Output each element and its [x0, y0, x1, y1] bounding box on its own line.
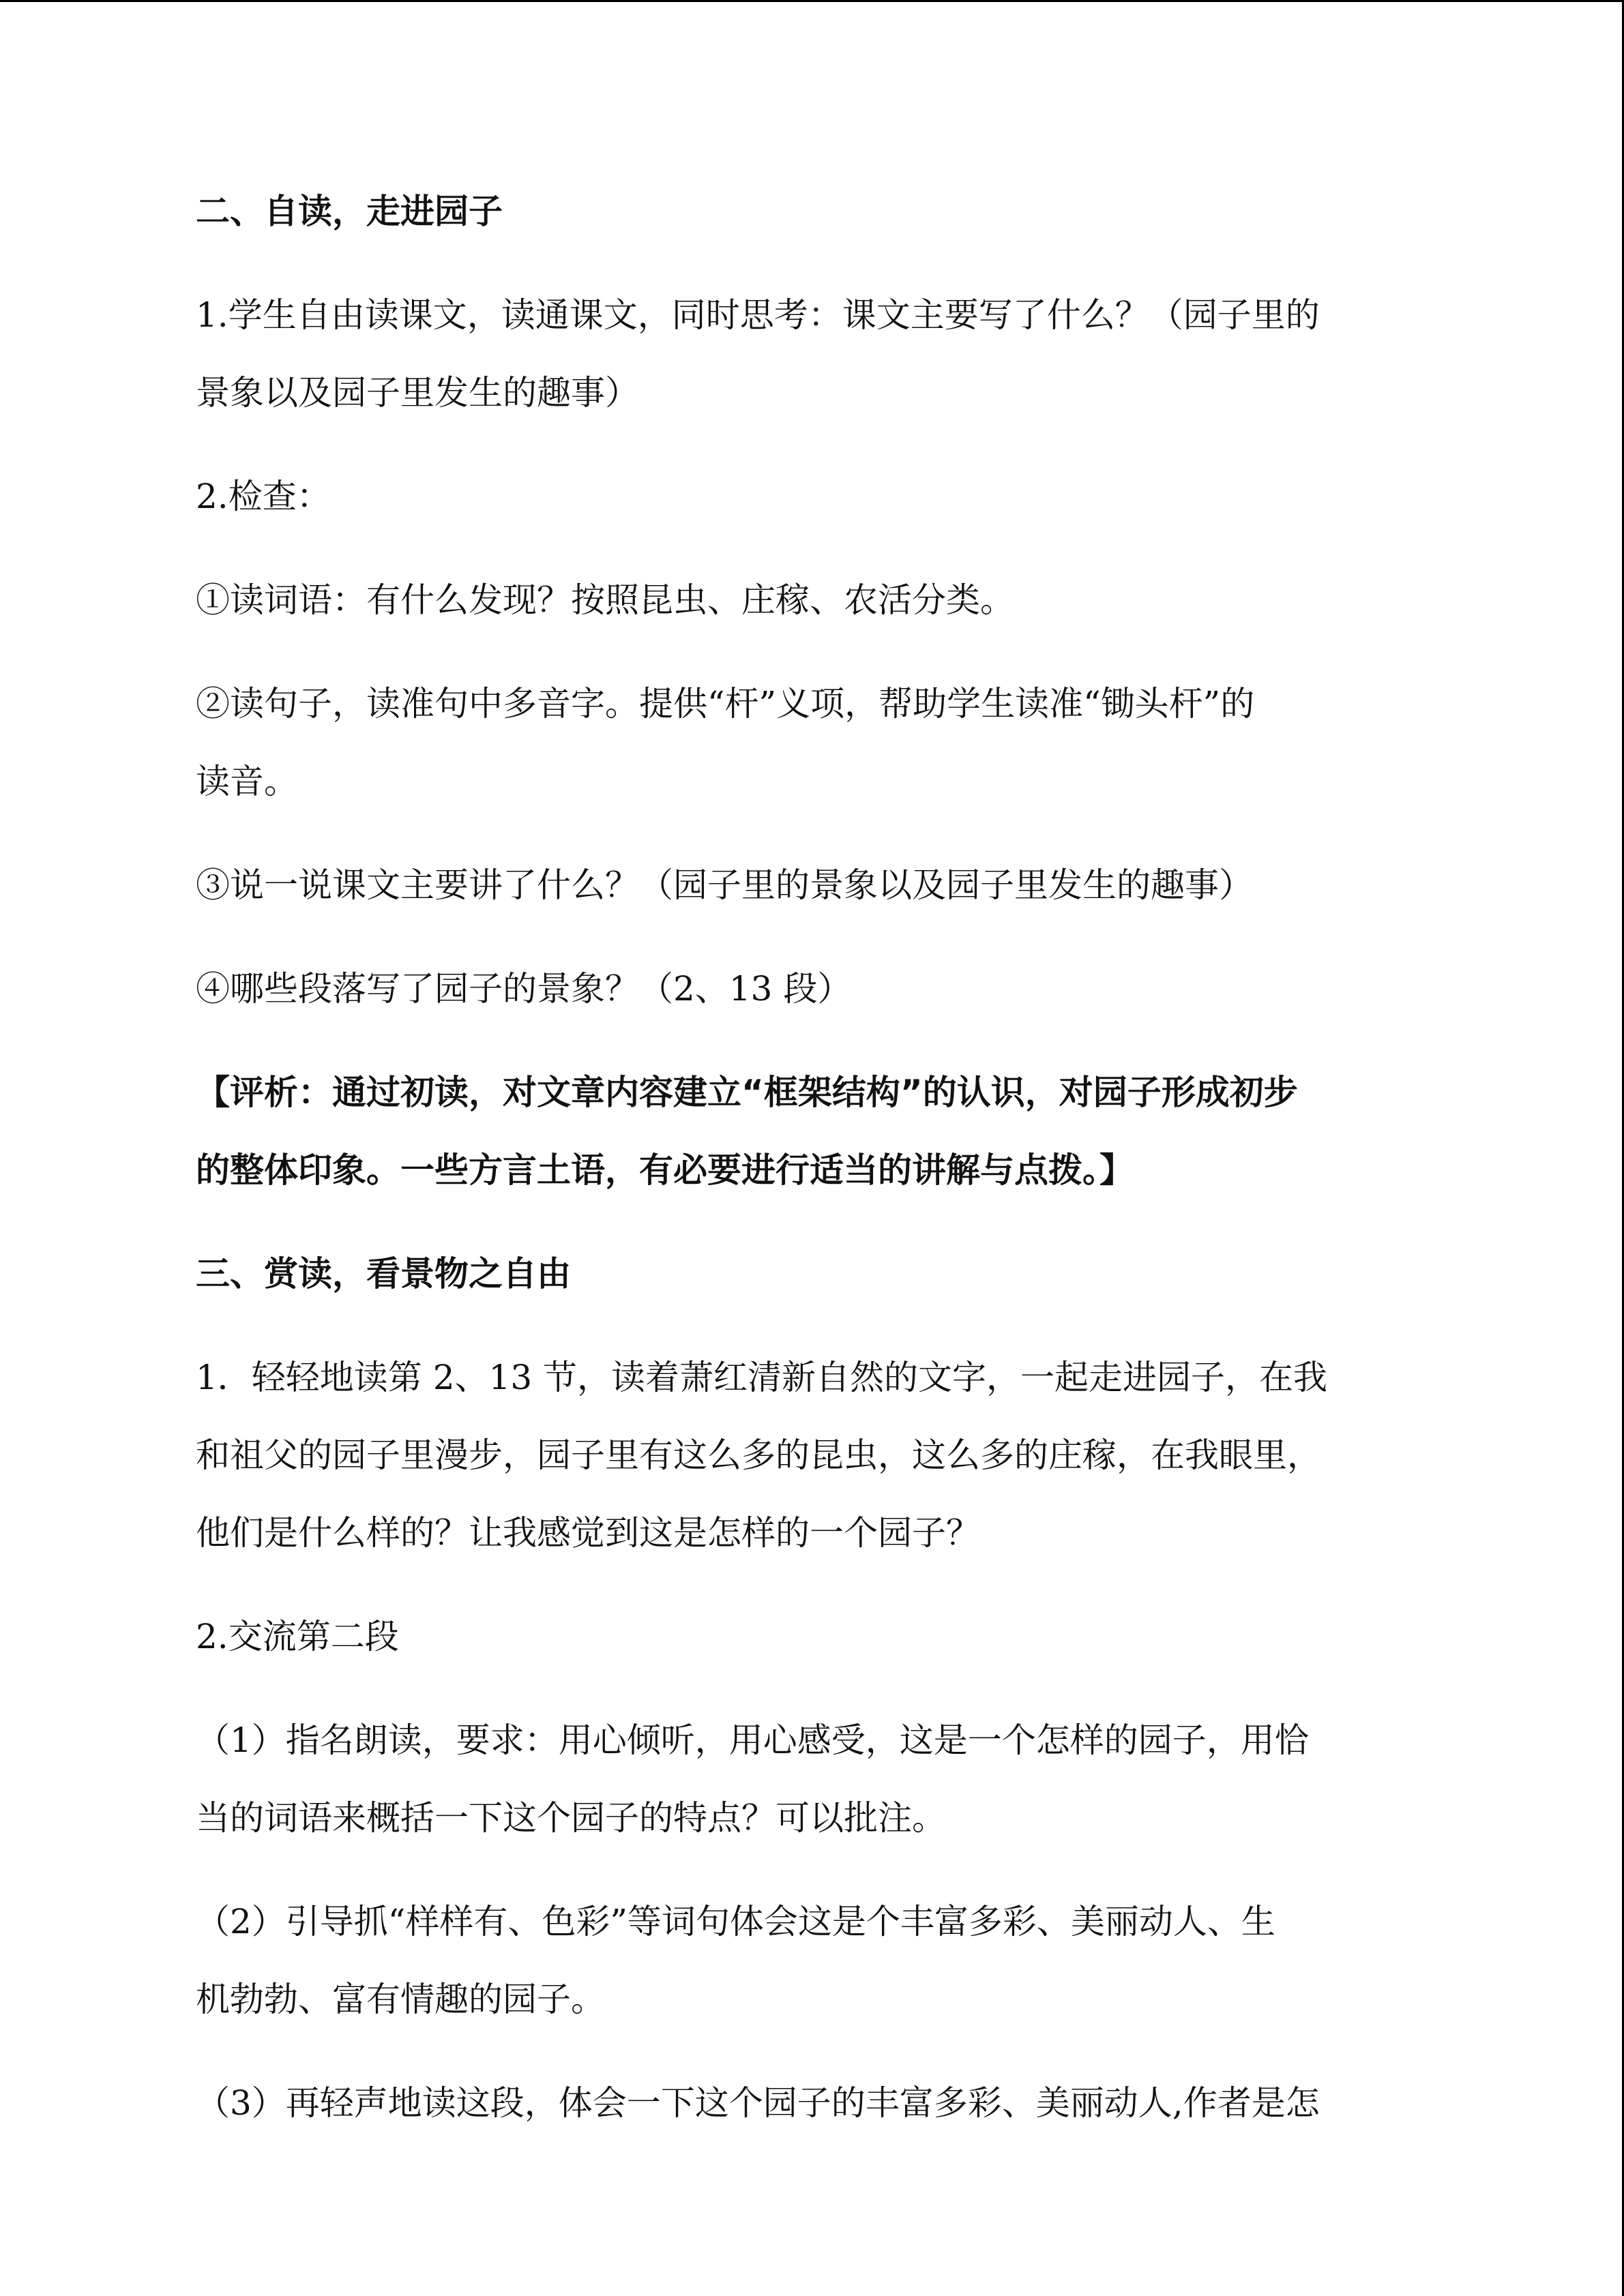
commentary-line: 的整体印象。一些方言土语，有必要进行适当的讲解与点拨。】: [196, 1150, 1134, 1190]
section-heading-appreciation: 三、赏读，看景物之自由: [196, 1254, 571, 1294]
paragraph-line: ②读句子，读准句中多音字。提供“杆”义项，帮助学生读准“锄头杆”的: [196, 684, 1255, 724]
paragraph-line: （3）再轻声地读这段，体会一下这个园子的丰富多彩、美丽动人,作者是怎: [196, 2083, 1320, 2123]
paragraph-line: 1．轻轻地读第 2、13 节，读着萧红清新自然的文字，一起走进园子，在我: [196, 1358, 1328, 1397]
paragraph-line: 1.学生自由读课文，读通课文，同时思考：课文主要写了什么？（园子里的: [196, 295, 1320, 335]
paragraph-line: ④哪些段落写了园子的景象？（2、13 段）: [196, 969, 852, 1009]
paragraph-line: ③说一说课文主要讲了什么？（园子里的景象以及园子里发生的趣事）: [196, 865, 1253, 905]
paragraph-line: 他们是什么样的？让我感觉到这是怎样的一个园子？: [196, 1513, 980, 1553]
paragraph-line: 2.检查：: [196, 477, 331, 516]
paragraph-line: 景象以及园子里发生的趣事）: [196, 373, 639, 413]
paragraph-line: 读音。: [196, 762, 298, 801]
document-body: [196, 173, 1458, 2142]
paragraph-line: ①读词语：有什么发现？按照昆虫、庄稼、农活分类。: [196, 580, 1014, 620]
commentary-line: 【评析：通过初读，对文章内容建立“框架结构”的认识，对园子形成初步: [196, 1073, 1298, 1112]
paragraph-line: 当的词语来概括一下这个园子的特点？可以批注。: [196, 1798, 946, 1838]
paragraph-line: 和祖父的园子里漫步，园子里有这么多的昆虫，这么多的庄稼，在我眼里，: [196, 1435, 1321, 1475]
paragraph-line: （2）引导抓“样样有、色彩”等词句体会这是个丰富多彩、美丽动人、生: [196, 1902, 1275, 1941]
section-heading-self-reading: 二、自读，走进园子: [196, 192, 503, 231]
paragraph-line: 机勃勃、富有情趣的园子。: [196, 1980, 605, 2019]
paragraph-line: 2.交流第二段: [196, 1617, 399, 1656]
paragraph-line: （1）指名朗读，要求：用心倾听，用心感受，这是一个怎样的园子，用恰: [196, 1720, 1309, 1760]
